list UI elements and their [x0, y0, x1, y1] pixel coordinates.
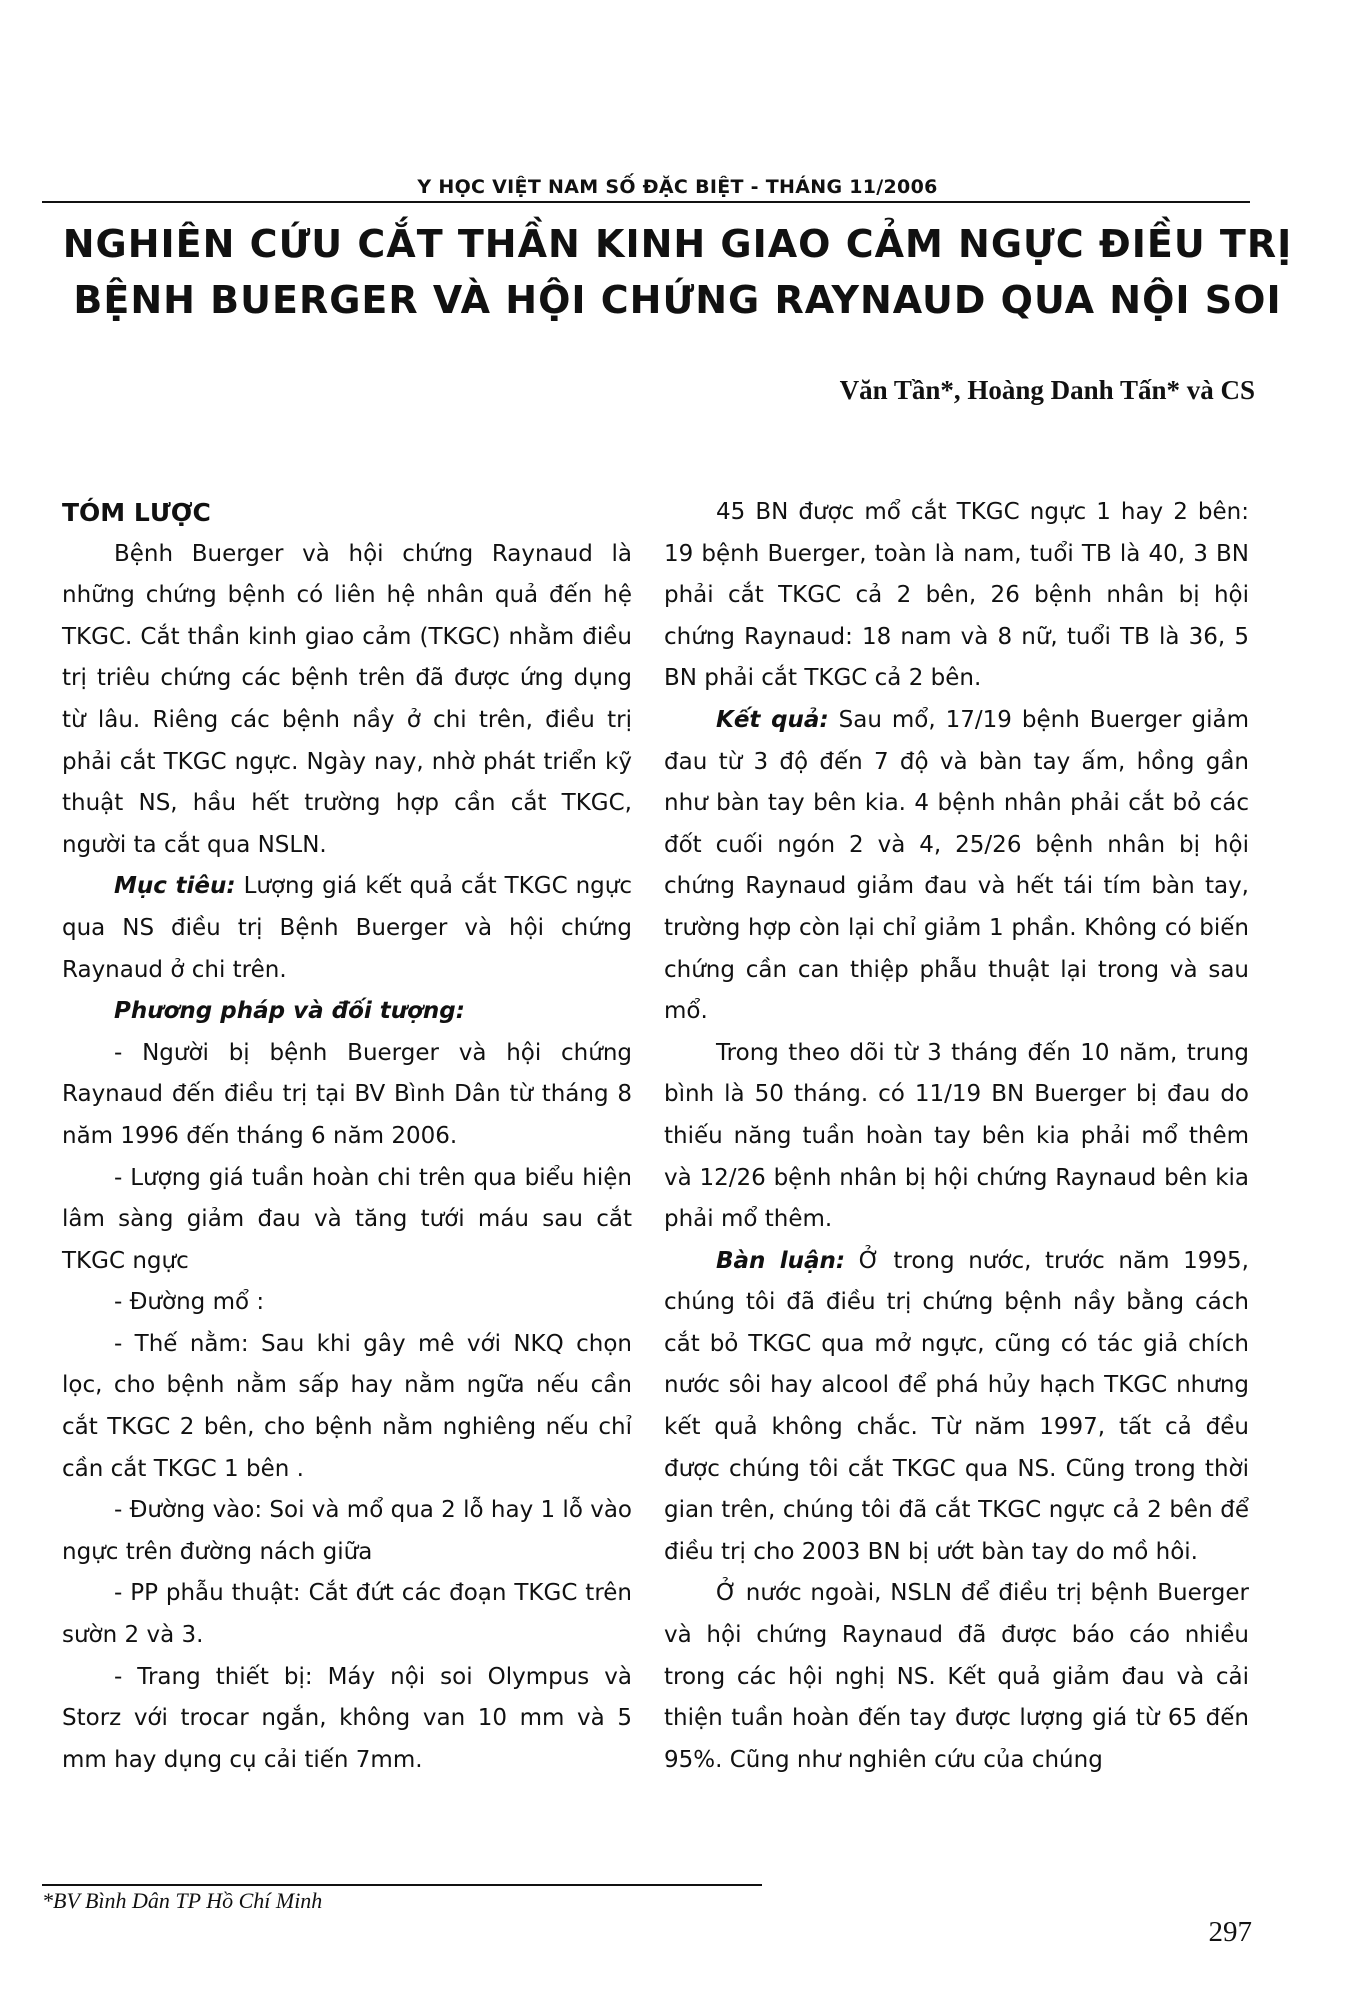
methods-item: - Trang thiết bị: Máy nội soi Olympus và Storz với trocar ngắn, không van 10 mm và 5 mm hay dụng cụ cải tiến 7mm.	[62, 1663, 632, 1773]
abstract-intro: Bệnh Buerger và hội chứng Raynaud là những chứng bệnh có liên hệ nhân quả đến hệ TKGC. Cắt thần kinh giao cảm (TKGC) nhằm điều trị triêu chứng các bệnh trên đã được ứng dụng từ lâu. Riêng các bệnh nầy ở chi trên, điều trị phải cắt TKGC ngực. Ngày nay, nhờ phát triển kỹ thuật NS, hầu hết trường hợp cần cắt TKGC, người ta cắt qua NSLN.	[62, 540, 632, 858]
right-column	[664, 492, 1249, 1781]
discussion-label: Bàn luận:	[716, 1247, 846, 1274]
header-rule	[42, 201, 1250, 203]
patients-paragraph: 45 BN được mổ cắt TKGC ngực 1 hay 2 bên: 19 bệnh Buerger, toàn là nam, tuổi TB là 40, 3 BN phải cắt TKGC cả 2 bên, 26 bệnh nhân bị hội chứng Raynaud: 18 nam và 8 nữ, tuổi TB là 36, 5 BN phải cắt TKGC cả 2 bên.	[664, 499, 1249, 692]
discussion-text: Ở trong nước, trước năm 1995, chúng tôi đã điều trị chứng bệnh nầy bằng cách cắt bỏ TKGC qua mở ngực, cũng có tác giả chích nước sôi hay alcool để phá hủy hạch TKGC nhưng kết quả không chắc. Từ năm 1997, tất cả đều được chúng tôi cắt TKGC qua NS. Cũng trong thời gian trên, chúng tôi đã cắt TKGC ngực cả 2 bên để điều trị cho 2003 BN bị ướt bàn tay do mồ hôi.	[664, 1247, 1249, 1565]
abstract-heading: TÓM LƯỢC	[62, 498, 211, 527]
page-number: 297	[1208, 1916, 1252, 1948]
article-title	[60, 216, 1295, 328]
abroad-paragraph: Ở nước ngoài, NSLN để điều trị bệnh Buerger và hội chứng Raynaud đã được báo cáo nhiều trong các hội nghị NS. Kết quả giảm đau và cải thiện tuần hoàn đến tay được lượng giá từ 65 đến 95%. Cũng như nghiên cứu của chúng	[664, 1580, 1249, 1773]
methods-item: - Đường mổ :	[114, 1289, 265, 1316]
objective-label: Mục tiêu:	[114, 873, 236, 900]
objective-text: Lượng giá kết quả cắt TKGC ngực qua NS điều trị Bệnh Buerger và hội chứng Raynaud ở chi trên.	[62, 873, 632, 983]
discussion-paragraph	[664, 1241, 1249, 1574]
methods-item: - Đường vào: Soi và mổ qua 2 lỗ hay 1 lỗ vào ngực trên đường nách giữa	[62, 1497, 632, 1565]
objective-paragraph	[62, 866, 632, 991]
running-header: Y HỌC VIỆT NAM SỐ ĐẶC BIỆT - THÁNG 11/2006	[417, 176, 938, 198]
methods-item: - Thế nằm: Sau khi gây mê với NKQ chọn lọc, cho bệnh nằm sấp hay nằm ngữa nếu cần cắt TKGC 2 bên, cho bệnh nằm nghiêng nếu chỉ cần cắt TKGC 1 bên .	[62, 1330, 632, 1482]
footnote: *BV Bình Dân TP Hồ Chí Minh	[42, 1888, 323, 1913]
methods-item: - Lượng giá tuần hoàn chi trên qua biểu hiện lâm sàng giảm đau và tăng tưới máu sau cắt TKGC ngực	[62, 1164, 632, 1274]
left-column	[62, 492, 632, 1781]
methods-heading	[62, 991, 632, 1033]
results-text: Sau mổ, 17/19 bệnh Buerger giảm đau từ 3 độ đến 7 độ và bàn tay ấm, hồng gần như bàn tay bên kia. 4 bệnh nhân phải cắt bỏ các đốt cuối ngón 2 và 4, 25/26 bệnh nhân bị hội chứng Raynaud giảm đau và hết tái tím bàn tay, trường hợp còn lại chỉ giảm 1 phần. Không có biến chứng cần can thiệp phẫu thuật lại trong và sau mổ.	[664, 706, 1249, 1025]
methods-label: Phương pháp và đối tượng:	[114, 998, 465, 1025]
article-title-line-2: BỆNH BUERGER VÀ HỘI CHỨNG RAYNAUD QUA NỘI SOI	[73, 278, 1282, 322]
footnote-rule	[42, 1884, 762, 1886]
followup-paragraph: Trong theo dõi từ 3 tháng đến 10 năm, trung bình là 50 tháng. có 11/19 BN Buerger bị đau do thiếu năng tuần hoàn tay bên kia phải mổ thêm và 12/26 bệnh nhân bị hội chứng Raynaud bên kia phải mổ thêm.	[664, 1039, 1249, 1233]
authors: Văn Tần*, Hoàng Danh Tấn* và CS	[839, 375, 1255, 405]
methods-item: - PP phẫu thuật: Cắt đứt các đoạn TKGC trên sườn 2 và 3.	[62, 1580, 632, 1649]
results-label: Kết quả:	[716, 706, 829, 733]
article-title-line-1: NGHIÊN CỨU CẮT THẦN KINH GIAO CẢM NGỰC ĐIỀU TRỊ	[62, 222, 1293, 266]
results-paragraph	[664, 700, 1249, 1033]
methods-item: - Người bị bệnh Buerger và hội chứng Raynaud đến điều trị tại BV Bình Dân từ tháng 8 năm 1996 đến tháng 6 năm 2006.	[62, 1039, 632, 1149]
